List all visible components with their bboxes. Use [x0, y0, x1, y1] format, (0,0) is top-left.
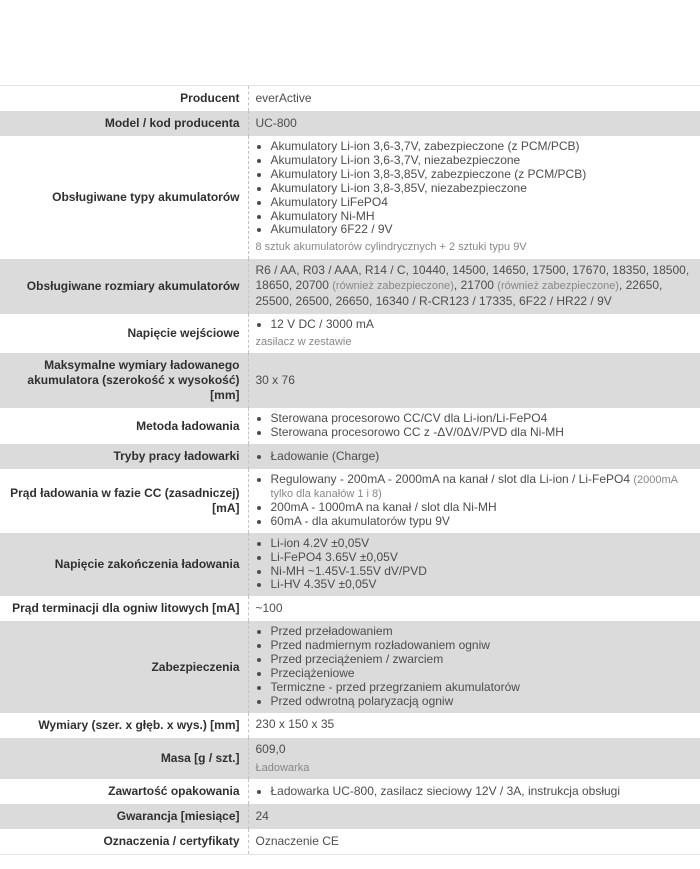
bullet-item: • Przed nadmiernym rozładowaniem ogniw [271, 639, 691, 653]
spec-row-warranty [0, 804, 700, 829]
spec-value-text: UC-800 [255, 115, 297, 130]
spec-value [248, 408, 700, 444]
spec-row-max-battery-dimensions [0, 353, 700, 408]
spec-label: Masa [g / szt.] [0, 738, 248, 779]
bullet-list [256, 318, 691, 332]
spec-label: Tryby pracy ładowarki [0, 444, 248, 469]
bullet-item: • 12 V DC / 3000 mA [271, 318, 691, 332]
spec-value [248, 804, 700, 829]
bullet-item: • Li-ion 4.2V ±0,05V [271, 537, 691, 551]
bullet-list [256, 450, 691, 464]
spec-label: Obsługiwane typy akumulatorów [0, 136, 248, 259]
spec-label: Wymiary (szer. x głęb. x wys.) [mm] [0, 713, 248, 738]
value-segment: Regulowany - 200mA - 2000mA na kanał / slot dla Li-ion / Li-FePO4 [270, 472, 634, 487]
footnote-text: zasilacz w zestawie [255, 336, 352, 349]
spec-row-end-of-charge-voltage [0, 533, 700, 597]
spec-value-text [256, 263, 691, 310]
value-segment: , 21700 [453, 278, 498, 293]
muted-note: (2000mA tylko dla kanałów 1 i 8) [270, 474, 678, 501]
spec-value-text: everActive [255, 90, 312, 105]
spec-value [248, 314, 700, 353]
spec-label: Metoda ładowania [0, 408, 248, 444]
spec-value [248, 738, 700, 779]
spec-value [248, 713, 700, 738]
spec-label: Napięcie zakończenia ładowania [0, 533, 248, 597]
spec-label: Napięcie wejściowe [0, 314, 248, 353]
spec-label: Zawartość opakowania [0, 779, 248, 804]
bullet-item: • Akumulatory 6F22 / 9V [271, 223, 691, 237]
spec-row-certificates [0, 829, 700, 855]
spec-value-text: 609,0 [255, 741, 286, 756]
spec-row-dimensions [0, 713, 700, 738]
bullet-list [256, 412, 691, 440]
spec-label: Prąd ładowania w fazie CC (zasadniczej) [mA] [0, 469, 248, 533]
spec-row-model [0, 111, 700, 136]
spec-label: Obsługiwane rozmiary akumulatorów [0, 259, 248, 314]
spec-row-supported-battery-types [0, 136, 700, 259]
bullet-item: • Sterowana procesorowo CC/CV dla Li-ion/Li-FePO4 [271, 412, 691, 426]
bullet-item: • 60mA - dla akumulatorów typu 9V [271, 515, 691, 529]
bullet-item: • Akumulatory Li-ion 3,8-3,85V, niezabezpieczone [271, 182, 691, 196]
bullet-list [256, 537, 691, 593]
spec-value [248, 353, 700, 408]
spec-value [248, 259, 700, 314]
muted-note: (również zabezpieczone) [497, 280, 619, 293]
bullet-item: • Akumulatory Li-ion 3,6-3,7V, niezabezpieczone [271, 154, 691, 168]
spec-value-text: 230 x 150 x 35 [255, 717, 335, 732]
bullet-item: • Akumulatory Li-ion 3,6-3,7V, zabezpieczone (z PCM/PCB) [271, 140, 691, 154]
spec-row-protections [0, 621, 700, 712]
spec-value [248, 779, 700, 804]
spec-label: Model / kod producenta [0, 111, 248, 136]
bullet-item: • Przed przeładowaniem [271, 625, 691, 639]
spec-row-weight [0, 738, 700, 779]
spec-value-text: 24 [255, 808, 269, 823]
spec-value [248, 469, 700, 533]
spec-label: Maksymalne wymiary ładowanego akumulatora (szerokość x wysokość) [mm] [0, 353, 248, 408]
value-segment: R6 / AA, R03 / AAA, R14 / C, 10440, 14500, 14650, 17500, 17670, 18350, 18500, 18650, 20700 [255, 262, 690, 293]
bullet-list [256, 625, 691, 708]
spec-value [248, 136, 700, 259]
footnote-text: Ładowarka [255, 761, 310, 774]
bullet-item [271, 473, 691, 501]
bullet-item: • Przed odwrotną polaryzacją ogniw [271, 695, 691, 709]
bullet-item: • Ładowarka UC-800, zasilacz sieciowy 12V / 3A, instrukcja obsługi [271, 785, 691, 799]
product-spec-table [0, 85, 700, 855]
spec-value [248, 621, 700, 712]
spec-label: Producent [0, 86, 248, 112]
spec-label: Prąd terminacji dla ogniw litowych [mA] [0, 596, 248, 621]
bullet-item: • Sterowana procesorowo CC z -ΔV/0ΔV/PVD dla Ni-MH [271, 426, 691, 440]
bullet-list [256, 785, 691, 799]
bullet-item: • 200mA - 1000mA na kanał / slot dla Ni-MH [271, 501, 691, 515]
spec-value [248, 596, 700, 621]
spec-value [248, 533, 700, 597]
value-segment: , 22650, 25500, 26500, 26650, 16340 / R-CR123 / 17335, 6F22 / HR22 / 9V [255, 278, 663, 309]
spec-row-termination-current [0, 596, 700, 621]
bullet-item: • Li-HV 4.35V ±0,05V [271, 578, 691, 592]
spec-value [248, 86, 700, 112]
spec-value-text: ~100 [255, 600, 283, 615]
bullet-item: • Przed przeciążeniem / zwarciem [271, 653, 691, 667]
spec-row-input-voltage [0, 314, 700, 353]
bullet-item: • Akumulatory Ni-MH [271, 210, 691, 224]
spec-row-cc-charging-current [0, 469, 700, 533]
muted-note: (również zabezpieczone) [332, 280, 454, 293]
spec-label: Oznaczenia / certyfikaty [0, 829, 248, 855]
bullet-list [256, 140, 691, 237]
spec-row-charging-method [0, 408, 700, 444]
footnote-text: 8 sztuk akumulatorów cylindrycznych + 2 sztuki typu 9V [255, 241, 527, 254]
bullet-item: • Ładowanie (Charge) [271, 450, 691, 464]
bullet-item: • Przeciążeniowe [271, 667, 691, 681]
spec-value [248, 111, 700, 136]
spec-row-producent [0, 86, 700, 112]
bullet-item: • Ni-MH ~1.45V-1.55V dV/PVD [271, 565, 691, 579]
spec-value [248, 444, 700, 469]
spec-value [248, 829, 700, 855]
bullet-item: • Termiczne - przed przegrzaniem akumulatorów [271, 681, 691, 695]
spec-row-package-contents [0, 779, 700, 804]
bullet-item: • Akumulatory LiFePO4 [271, 196, 691, 210]
spec-label: Zabezpieczenia [0, 621, 248, 712]
bullet-list [256, 473, 691, 529]
spec-value-text: 30 x 76 [255, 372, 295, 387]
spec-row-supported-battery-sizes [0, 259, 700, 314]
bullet-item: • Akumulatory Li-ion 3,8-3,85V, zabezpieczone (z PCM/PCB) [271, 168, 691, 182]
bullet-item: • Li-FePO4 3.65V ±0,05V [271, 551, 691, 565]
spec-row-charger-modes [0, 444, 700, 469]
spec-value-text: Oznaczenie CE [255, 833, 339, 848]
spec-label: Gwarancja [miesiące] [0, 804, 248, 829]
